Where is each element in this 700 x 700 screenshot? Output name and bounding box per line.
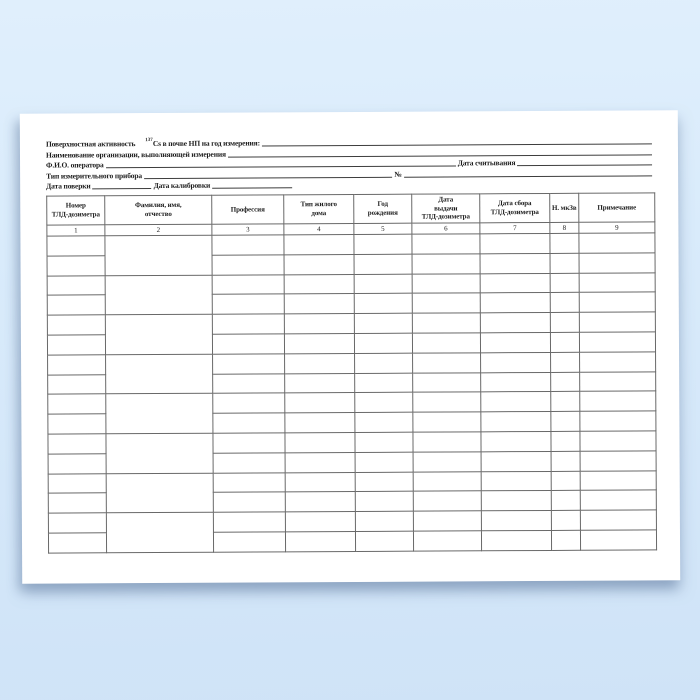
empty-cell	[413, 452, 481, 472]
empty-cell	[413, 531, 481, 551]
empty-cell	[212, 314, 284, 334]
header-cell-profession: Профессия	[212, 195, 284, 224]
header-cell-dosimeter-number: Номер ТЛД-дозиметра	[47, 196, 105, 225]
empty-cell	[213, 492, 285, 512]
empty-cell	[212, 235, 284, 255]
empty-cell	[355, 452, 413, 472]
empty-cell	[48, 434, 106, 454]
empty-cell	[551, 352, 580, 372]
empty-cell	[480, 273, 550, 293]
isotope-mass-number: 137	[145, 137, 153, 143]
empty-cell	[285, 492, 355, 512]
empty-cell	[213, 453, 285, 473]
column-number-cell: 6	[412, 223, 480, 234]
empty-cell	[285, 512, 355, 532]
empty-cell	[481, 352, 551, 372]
empty-cell	[355, 393, 413, 413]
empty-cell	[285, 472, 355, 492]
empty-cell	[355, 432, 413, 452]
empty-cell	[106, 433, 213, 473]
empty-cell	[105, 235, 212, 275]
empty-cell	[106, 473, 213, 513]
column-number-cell: 5	[354, 223, 412, 234]
empty-cell	[481, 392, 551, 412]
empty-cell	[354, 333, 412, 353]
table-body	[47, 233, 657, 553]
empty-cell	[579, 272, 655, 292]
empty-cell	[285, 531, 355, 551]
empty-cell	[579, 253, 655, 273]
empty-cell	[284, 234, 354, 254]
empty-cell	[481, 431, 551, 451]
empty-cell	[580, 352, 656, 372]
instrument-type-label: Тип измерительного прибора	[46, 170, 142, 181]
empty-cell	[551, 431, 580, 451]
column-number-cell: 4	[284, 223, 354, 234]
empty-cell	[106, 512, 213, 552]
empty-cell	[550, 332, 579, 352]
empty-cell	[48, 473, 106, 493]
empty-cell	[580, 391, 656, 411]
surface-activity-label: Поверхностная активность	[45, 139, 136, 149]
empty-cell	[480, 313, 550, 333]
empty-cell	[413, 353, 481, 373]
column-number-cell: 8	[550, 222, 579, 233]
empty-cell	[105, 275, 212, 315]
empty-cell	[580, 510, 656, 530]
empty-cell	[550, 273, 579, 293]
empty-cell	[354, 294, 412, 314]
empty-cell	[212, 294, 284, 314]
empty-cell	[213, 413, 285, 433]
empty-cell	[213, 472, 285, 492]
empty-cell	[47, 275, 105, 295]
empty-cell	[48, 493, 106, 513]
empty-cell	[106, 354, 213, 394]
empty-cell	[413, 432, 481, 452]
empty-cell	[355, 491, 413, 511]
blank-underline	[404, 168, 652, 177]
empty-cell	[551, 392, 580, 412]
empty-cell	[412, 273, 480, 293]
isotope-cs137-label	[145, 139, 260, 149]
empty-cell	[48, 453, 106, 473]
empty-cell	[105, 314, 212, 354]
empty-cell	[355, 353, 413, 373]
empty-cell	[285, 452, 355, 472]
empty-cell	[412, 333, 480, 353]
empty-cell	[213, 512, 285, 532]
empty-cell	[550, 253, 579, 273]
empty-cell	[580, 470, 656, 490]
empty-cell	[354, 313, 412, 333]
form-header	[46, 135, 654, 190]
header-cell-birth-year: Год рождения	[354, 194, 412, 223]
empty-cell	[47, 236, 105, 256]
empty-cell	[47, 335, 105, 355]
header-cell-note: Примечание	[579, 193, 655, 222]
empty-cell	[212, 274, 284, 294]
empty-cell	[481, 372, 551, 392]
column-number-cell: 9	[579, 222, 655, 233]
empty-cell	[48, 513, 106, 533]
empty-cell	[213, 354, 285, 374]
empty-cell	[47, 295, 105, 315]
header-cell-collection-date: Дата сбора ТЛД-дозиметра	[480, 193, 550, 222]
empty-cell	[48, 355, 106, 375]
empty-cell	[550, 233, 579, 253]
blank-underline	[212, 180, 292, 188]
empty-cell	[412, 254, 480, 274]
empty-cell	[413, 412, 481, 432]
empty-cell	[212, 334, 284, 354]
empty-cell	[551, 471, 580, 491]
empty-cell	[580, 530, 656, 550]
empty-cell	[355, 373, 413, 393]
empty-cell	[285, 393, 355, 413]
empty-cell	[212, 255, 284, 275]
empty-cell	[354, 234, 412, 254]
empty-cell	[413, 471, 481, 491]
empty-cell	[551, 510, 580, 530]
empty-cell	[551, 530, 580, 550]
empty-cell	[480, 332, 550, 352]
empty-cell	[579, 292, 655, 312]
empty-cell	[413, 491, 481, 511]
document-page	[20, 110, 680, 583]
header-cell-full-name: Фамилия, имя, отчество	[105, 195, 212, 225]
empty-cell	[481, 451, 551, 471]
empty-cell	[579, 332, 655, 352]
empty-cell	[481, 471, 551, 491]
blank-underline	[144, 169, 392, 178]
empty-cell	[213, 393, 285, 413]
readout-date-label: Дата считывания	[457, 158, 516, 168]
empty-cell	[551, 411, 580, 431]
isotope-text: Cs в почве НП на год измерения:	[152, 138, 260, 149]
empty-cell	[284, 254, 354, 274]
empty-cell	[480, 253, 550, 273]
empty-cell	[47, 315, 105, 335]
blank-underline	[93, 181, 152, 189]
empty-cell	[284, 333, 354, 353]
empty-cell	[213, 532, 285, 552]
empty-cell	[481, 530, 551, 550]
empty-cell	[413, 392, 481, 412]
empty-cell	[285, 413, 355, 433]
empty-cell	[354, 254, 412, 274]
empty-cell	[284, 314, 354, 334]
operator-name-label: Ф.И.О. оператора	[46, 160, 104, 170]
dosimetry-table	[46, 192, 657, 553]
empty-cell	[551, 372, 580, 392]
table-header-row	[47, 193, 655, 225]
empty-cell	[48, 394, 106, 414]
empty-cell	[481, 412, 551, 432]
empty-cell	[551, 451, 580, 471]
empty-cell	[285, 373, 355, 393]
empty-cell	[580, 411, 656, 431]
empty-cell	[550, 293, 579, 313]
empty-cell	[480, 233, 550, 253]
empty-cell	[412, 313, 480, 333]
empty-cell	[580, 451, 656, 471]
empty-cell	[355, 412, 413, 432]
header-cell-issue-date: Дата выдачи ТЛД-дозиметра	[412, 194, 480, 223]
empty-cell	[48, 414, 106, 434]
empty-cell	[285, 353, 355, 373]
empty-cell	[213, 433, 285, 453]
column-number-cell: 3	[212, 224, 284, 235]
empty-cell	[413, 511, 481, 531]
empty-cell	[48, 374, 106, 394]
column-number-cell: 1	[47, 225, 105, 236]
empty-cell	[285, 432, 355, 452]
empty-cell	[412, 234, 480, 254]
empty-cell	[213, 373, 285, 393]
empty-cell	[550, 312, 579, 332]
empty-cell	[47, 256, 105, 276]
empty-cell	[412, 293, 480, 313]
empty-cell	[481, 511, 551, 531]
empty-cell	[480, 293, 550, 313]
empty-cell	[551, 491, 580, 511]
organization-label: Наименование организации, выполняющей измерения	[45, 149, 226, 160]
empty-cell	[580, 431, 656, 451]
empty-cell	[355, 472, 413, 492]
empty-cell	[355, 511, 413, 531]
column-number-cell: 7	[480, 222, 550, 233]
empty-cell	[48, 533, 106, 553]
empty-cell	[579, 233, 655, 253]
calibration-date-label: Дата калибровки	[153, 180, 211, 190]
empty-cell	[481, 491, 551, 511]
empty-cell	[106, 394, 213, 434]
header-cell-dwelling-type: Тип жилого дома	[284, 194, 354, 223]
empty-cell	[355, 531, 413, 551]
instrument-number-label: №	[394, 169, 402, 179]
empty-cell	[580, 490, 656, 510]
empty-cell	[284, 274, 354, 294]
empty-cell	[580, 371, 656, 391]
empty-cell	[579, 312, 655, 332]
blank-underline	[517, 158, 652, 167]
verification-date-label: Дата поверки	[46, 181, 91, 191]
empty-cell	[354, 274, 412, 294]
empty-cell	[284, 294, 354, 314]
empty-cell	[413, 372, 481, 392]
column-number-cell: 2	[105, 224, 212, 236]
header-cell-dose: Н. мкЗв	[550, 193, 579, 222]
